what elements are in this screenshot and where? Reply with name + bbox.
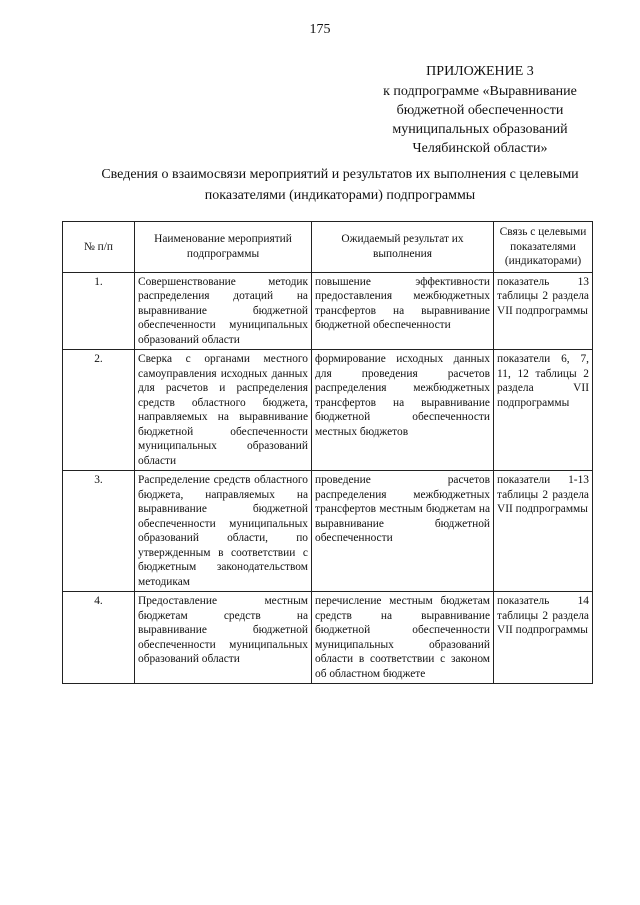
table-row xyxy=(63,350,593,471)
row-result: повышение эффективности предоставления межбюджетных трансфертов на выравнивание бюджетной обеспеченности xyxy=(312,272,494,350)
row-number: 2. xyxy=(63,350,135,471)
table-row xyxy=(63,471,593,592)
table-row xyxy=(63,592,593,684)
appendix-title: ПРИЛОЖЕНИЕ 3 xyxy=(426,64,534,79)
row-activity: Распределение средств областного бюджета, направляемых на выравнивание бюджетной обеспеченности муниципальных образований области, по утвержденным в соответствии с бюджетным законодательством методикам xyxy=(135,471,312,592)
row-activity: Сверка с органами местного самоуправления исходных данных для расчетов и распределения средств областного бюджета, направляемых на выравнивание бюджетной обеспеченности муниципальных образований области xyxy=(135,350,312,471)
activities-table xyxy=(62,221,593,684)
header-activity: Наименование мероприятий подпрограммы xyxy=(135,222,312,273)
row-link: показатели 1-13 таблицы 2 раздела VII подпрограммы xyxy=(494,471,593,592)
row-link: показатели 6, 7, 11, 12 таблицы 2 раздела VII подпрограммы xyxy=(494,350,593,471)
header-result: Ожидаемый результат их выполнения xyxy=(312,222,494,273)
document-title: Сведения о взаимосвязи мероприятий и результатов их выполнения с целевыми показателями (индикаторами) подпрограммы xyxy=(101,167,579,203)
row-activity: Предоставление местным бюджетам средств на выравнивание бюджетной обеспеченности муниципальных образований области xyxy=(135,592,312,684)
page-number: 175 xyxy=(309,22,331,37)
appendix-line: к подпрограмме «Выравнивание xyxy=(383,84,577,99)
table-row xyxy=(63,272,593,350)
row-result: формирование исходных данных для проведения расчетов распределения межбюджетных трансфертов на выравнивание бюджетной обеспеченности местных бюджетов xyxy=(312,350,494,471)
row-number: 4. xyxy=(63,592,135,684)
table-header-row xyxy=(63,222,593,273)
appendix-line: Челябинской области» xyxy=(412,141,548,156)
header-number: № п/п xyxy=(63,222,135,273)
appendix-line: муниципальных образований xyxy=(392,122,568,137)
row-result: проведение расчетов распределения межбюджетных трансфертов местным бюджетам на выравнивание бюджетной обеспеченности xyxy=(312,471,494,592)
row-number: 1. xyxy=(63,272,135,350)
appendix-line: бюджетной обеспеченности xyxy=(396,103,564,118)
row-activity: Совершенствование методик распределения дотаций на выравнивание бюджетной обеспеченности муниципальных образований области xyxy=(135,272,312,350)
row-result: перечисление местным бюджетам средств на выравнивание бюджетной обеспеченности муниципальных образований области в соответствии с законом об областном бюджете xyxy=(312,592,494,684)
row-link: показатель 14 таблицы 2 раздела VII подпрограммы xyxy=(494,592,593,684)
appendix-block xyxy=(370,62,590,158)
row-link: показатель 13 таблицы 2 раздела VII подпрограммы xyxy=(494,272,593,350)
header-link: Связь с целевыми показателями (индикаторами) xyxy=(494,222,593,273)
row-number: 3. xyxy=(63,471,135,592)
